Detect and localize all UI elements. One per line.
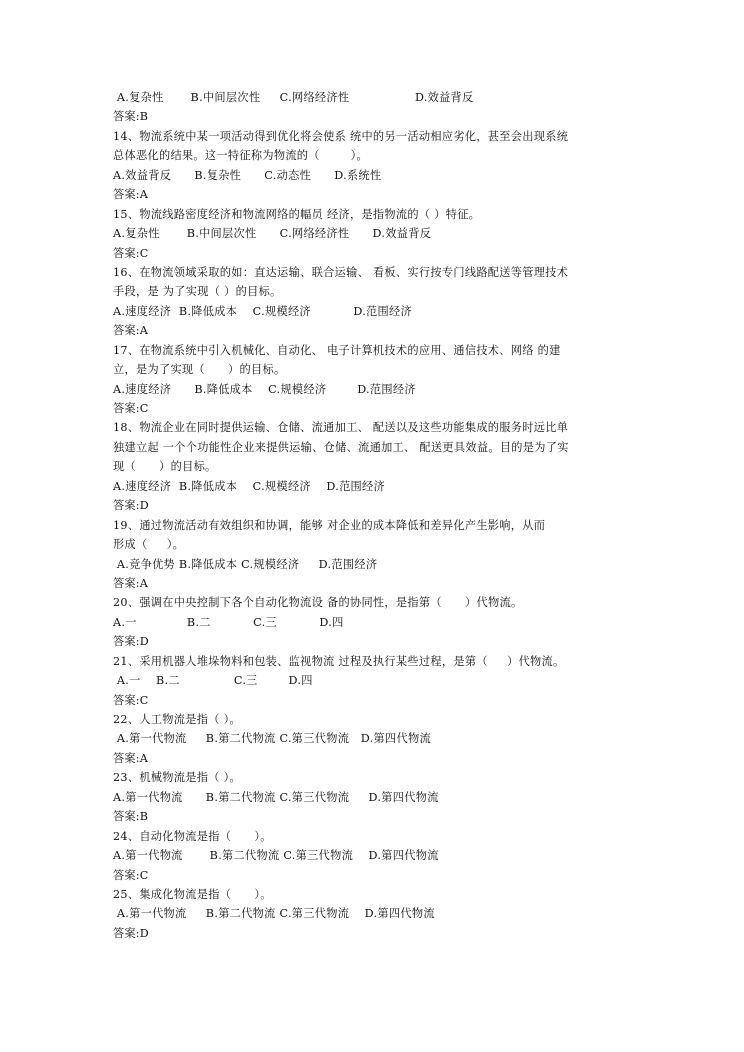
question-line: 现（ ）的目标。 (113, 460, 217, 474)
options-line: A.复杂性 B.中间层次性 C.网络经济性 D.效益背反 (113, 227, 432, 241)
question-line: 独建立起 一个个功能性企业来提供运输、仓储、流通加工、 配送更具效益。目的是为了实 (113, 440, 569, 454)
answer-line: 答案:A (113, 576, 149, 590)
question-line: 23、机械物流是指（ ）。 (113, 771, 241, 785)
options-line: A.一 B.二 C.三 D.四 (113, 674, 313, 688)
question-line: 17、在物流系统中引入机械化、自动化、 电子计算机技术的应用、通信技术、网络 的建 (113, 343, 561, 357)
options-line: A.一 B.二 C.三 D.四 (113, 615, 344, 629)
question-line: 22、人工物流是指（ ）。 (113, 713, 241, 726)
question-line: 总体恶化的结果。这一特征称为物流的（ ）。 (113, 149, 369, 163)
answer-line: 答案:B (113, 110, 149, 124)
options-line: A.第一代物流 B.第二代物流 C.第三代物流 D.第四代物流 (113, 907, 435, 921)
answer-line: 答案:C (113, 868, 149, 882)
question-line: 20、强调在中央控制下各个自动化物流设 备的协同性，是指第（ ）代物流。 (113, 596, 523, 610)
question-line: 14、物流系统中某一项活动得到优化将会使系 统中的另一活动相应劣化，甚至会出现系统 (113, 129, 569, 143)
question-line: 24、自动化物流是指（ ）。 (113, 829, 272, 843)
answer-line: 答案:B (113, 810, 149, 824)
options-line: A.效益背反 B.复杂性 C.动态性 D.系统性 (113, 168, 382, 182)
question-line: 19、通过物流活动有效组织和协调，能够 对企业的成本降低和差异化产生影响，从而 (113, 518, 546, 532)
answer-line: 答案:D (113, 926, 149, 940)
answer-line: 答案:A (113, 324, 149, 338)
options-line: A.第一代物流 B.第二代物流 C.第三代物流 D.第四代物流 (113, 790, 439, 804)
question-line: 18、物流企业在同时提供运输、仓储、流通加工、 配送以及这些功能集成的服务时远比单 (113, 421, 569, 435)
options-line: A.第一代物流 B.第二代物流 C.第三代物流 D.第四代物流 (113, 732, 431, 746)
question-line: 25、集成化物流是指（ ）。 (113, 887, 272, 901)
question-line: 立，是为了实现（ ）的目标。 (113, 363, 286, 377)
options-line: A.速度经济 B.降低成本 C.规模经济 D.范围经济 (113, 479, 386, 493)
question-line: 形成（ ）。 (113, 538, 185, 552)
question-line: 16、在物流领域采取的如：直达运输、联合运输、 看板、实行按专门线路配送等管理技术 (113, 265, 569, 279)
options-line: A.速度经济 B.降低成本 C.规模经济 D.范围经济 (113, 382, 416, 396)
options-line: A.第一代物流 B.第二代物流 C.第三代物流 D.第四代物流 (113, 849, 439, 863)
options-line: A.速度经济 B.降低成本 C.规模经济 D.范围经济 (113, 304, 413, 318)
options-line: A.竞争优势 B.降低成本 C.规模经济 D.范围经济 (113, 557, 378, 571)
answer-line: 答案:A (113, 188, 149, 202)
options-line: A.复杂性 B.中间层次性 C.网络经济性 D.效益背反 (113, 91, 474, 104)
question-line: 15、物流线路密度经济和物流网络的幅员 经济，是指物流的（ ）特征。 (113, 207, 481, 221)
document-body (113, 88, 633, 943)
answer-line: 答案:C (113, 693, 149, 707)
answer-line: 答案:C (113, 402, 149, 415)
answer-line: 答案:A (113, 751, 149, 765)
question-line: 21、采用机器人堆垛物料和包装、监视物流 过程及执行某些过程，是第（ ）代物流。 (113, 654, 565, 668)
answer-line: 答案:D (113, 499, 149, 513)
answer-line: 答案:C (113, 246, 149, 260)
answer-line: 答案:D (113, 635, 149, 649)
question-line: 手段，是 为了实现（ ）的目标。 (113, 285, 282, 299)
